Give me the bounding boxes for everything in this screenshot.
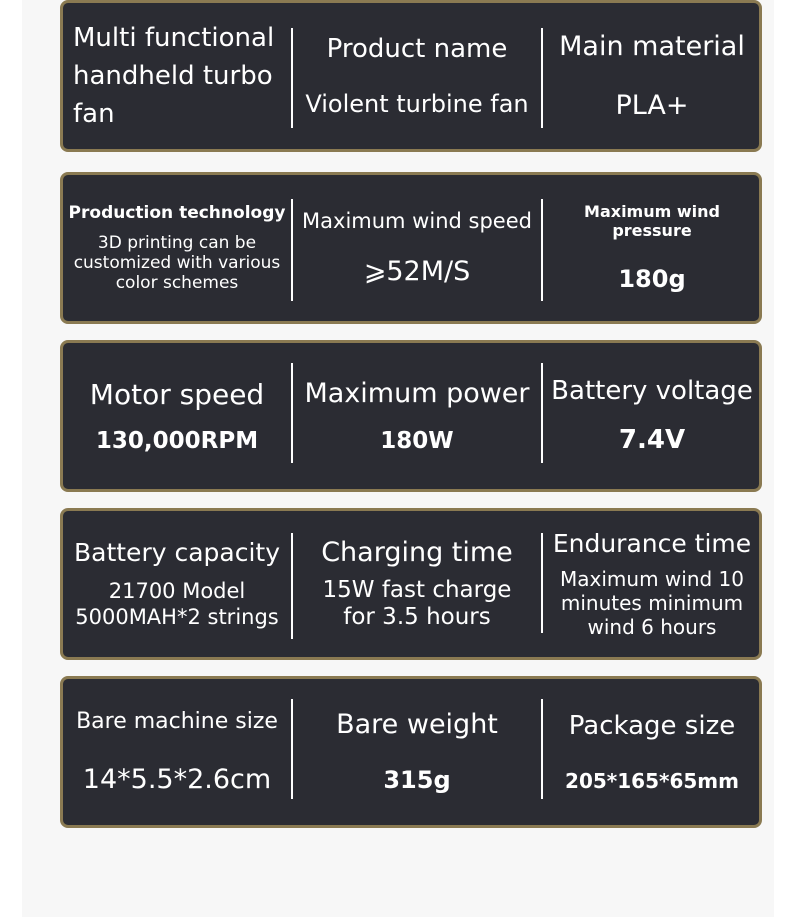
spec-cell-production-technology: [63, 175, 291, 321]
spec-card-dimensions: [60, 676, 762, 828]
spec-label: Battery voltage: [551, 376, 753, 407]
spec-label: Bare machine size: [76, 709, 278, 735]
spec-cell-product-name: [293, 3, 541, 149]
spec-card-battery: [60, 508, 762, 660]
spec-value: 315g: [383, 766, 451, 795]
spec-label: Product name: [326, 33, 508, 64]
spec-sheet: [22, 0, 774, 917]
spec-cell-battery-voltage: [543, 343, 761, 489]
spec-value: 180g: [618, 265, 686, 294]
spec-value: 15W fast charge for 3.5 hours: [322, 577, 512, 631]
spec-cell-motor-speed: [63, 343, 291, 489]
spec-label: Battery capacity: [73, 538, 281, 567]
spec-value: 7.4V: [618, 424, 686, 455]
spec-label: Package size: [568, 710, 736, 741]
spec-cell-endurance-time: [543, 511, 761, 657]
spec-cell-charging-time: [293, 511, 541, 657]
spec-value: 21700 Model 5000MAH*2 strings: [75, 579, 279, 629]
spec-cell-main-material: [543, 3, 761, 149]
spec-cell-max-wind-speed: [293, 175, 541, 321]
spec-value: PLA+: [615, 89, 689, 121]
spec-label: Endurance time: [552, 529, 752, 558]
spec-cell-bare-weight: [293, 679, 541, 825]
spec-label: Maximum wind pressure: [584, 202, 720, 241]
spec-card-product: [60, 0, 762, 152]
spec-cell-product-type: [63, 3, 301, 149]
spec-label: Maximum power: [304, 377, 530, 409]
spec-value: Violent turbine fan: [305, 89, 529, 118]
spec-value: Maximum wind 10 minutes minimum wind 6 hours: [560, 567, 744, 639]
spec-label: Bare weight: [336, 709, 498, 740]
spec-label: Main material: [559, 31, 745, 63]
spec-value: 14*5.5*2.6cm: [82, 763, 272, 795]
spec-label: Motor speed: [89, 377, 265, 411]
spec-value: 205*165*65mm: [565, 769, 739, 794]
spec-card-performance: [60, 172, 762, 324]
spec-label: Maximum wind speed: [302, 208, 532, 233]
spec-value: 3D printing can be customized with various color schemes: [73, 233, 281, 294]
spec-value: 180W: [380, 427, 454, 454]
spec-label: Multi functional handheld turbo fan: [73, 23, 275, 129]
spec-label: Charging time: [321, 536, 513, 568]
spec-card-motor: [60, 340, 762, 492]
spec-cell-bare-machine-size: [63, 679, 291, 825]
spec-value: 130,000RPM: [95, 427, 259, 454]
spec-cell-max-wind-pressure: [543, 175, 761, 321]
spec-cell-battery-capacity: [63, 511, 291, 657]
spec-cell-max-power: [293, 343, 541, 489]
spec-cell-package-size: [543, 679, 761, 825]
spec-value: ⩾52M/S: [363, 256, 471, 288]
spec-label: Production technology: [68, 202, 286, 223]
